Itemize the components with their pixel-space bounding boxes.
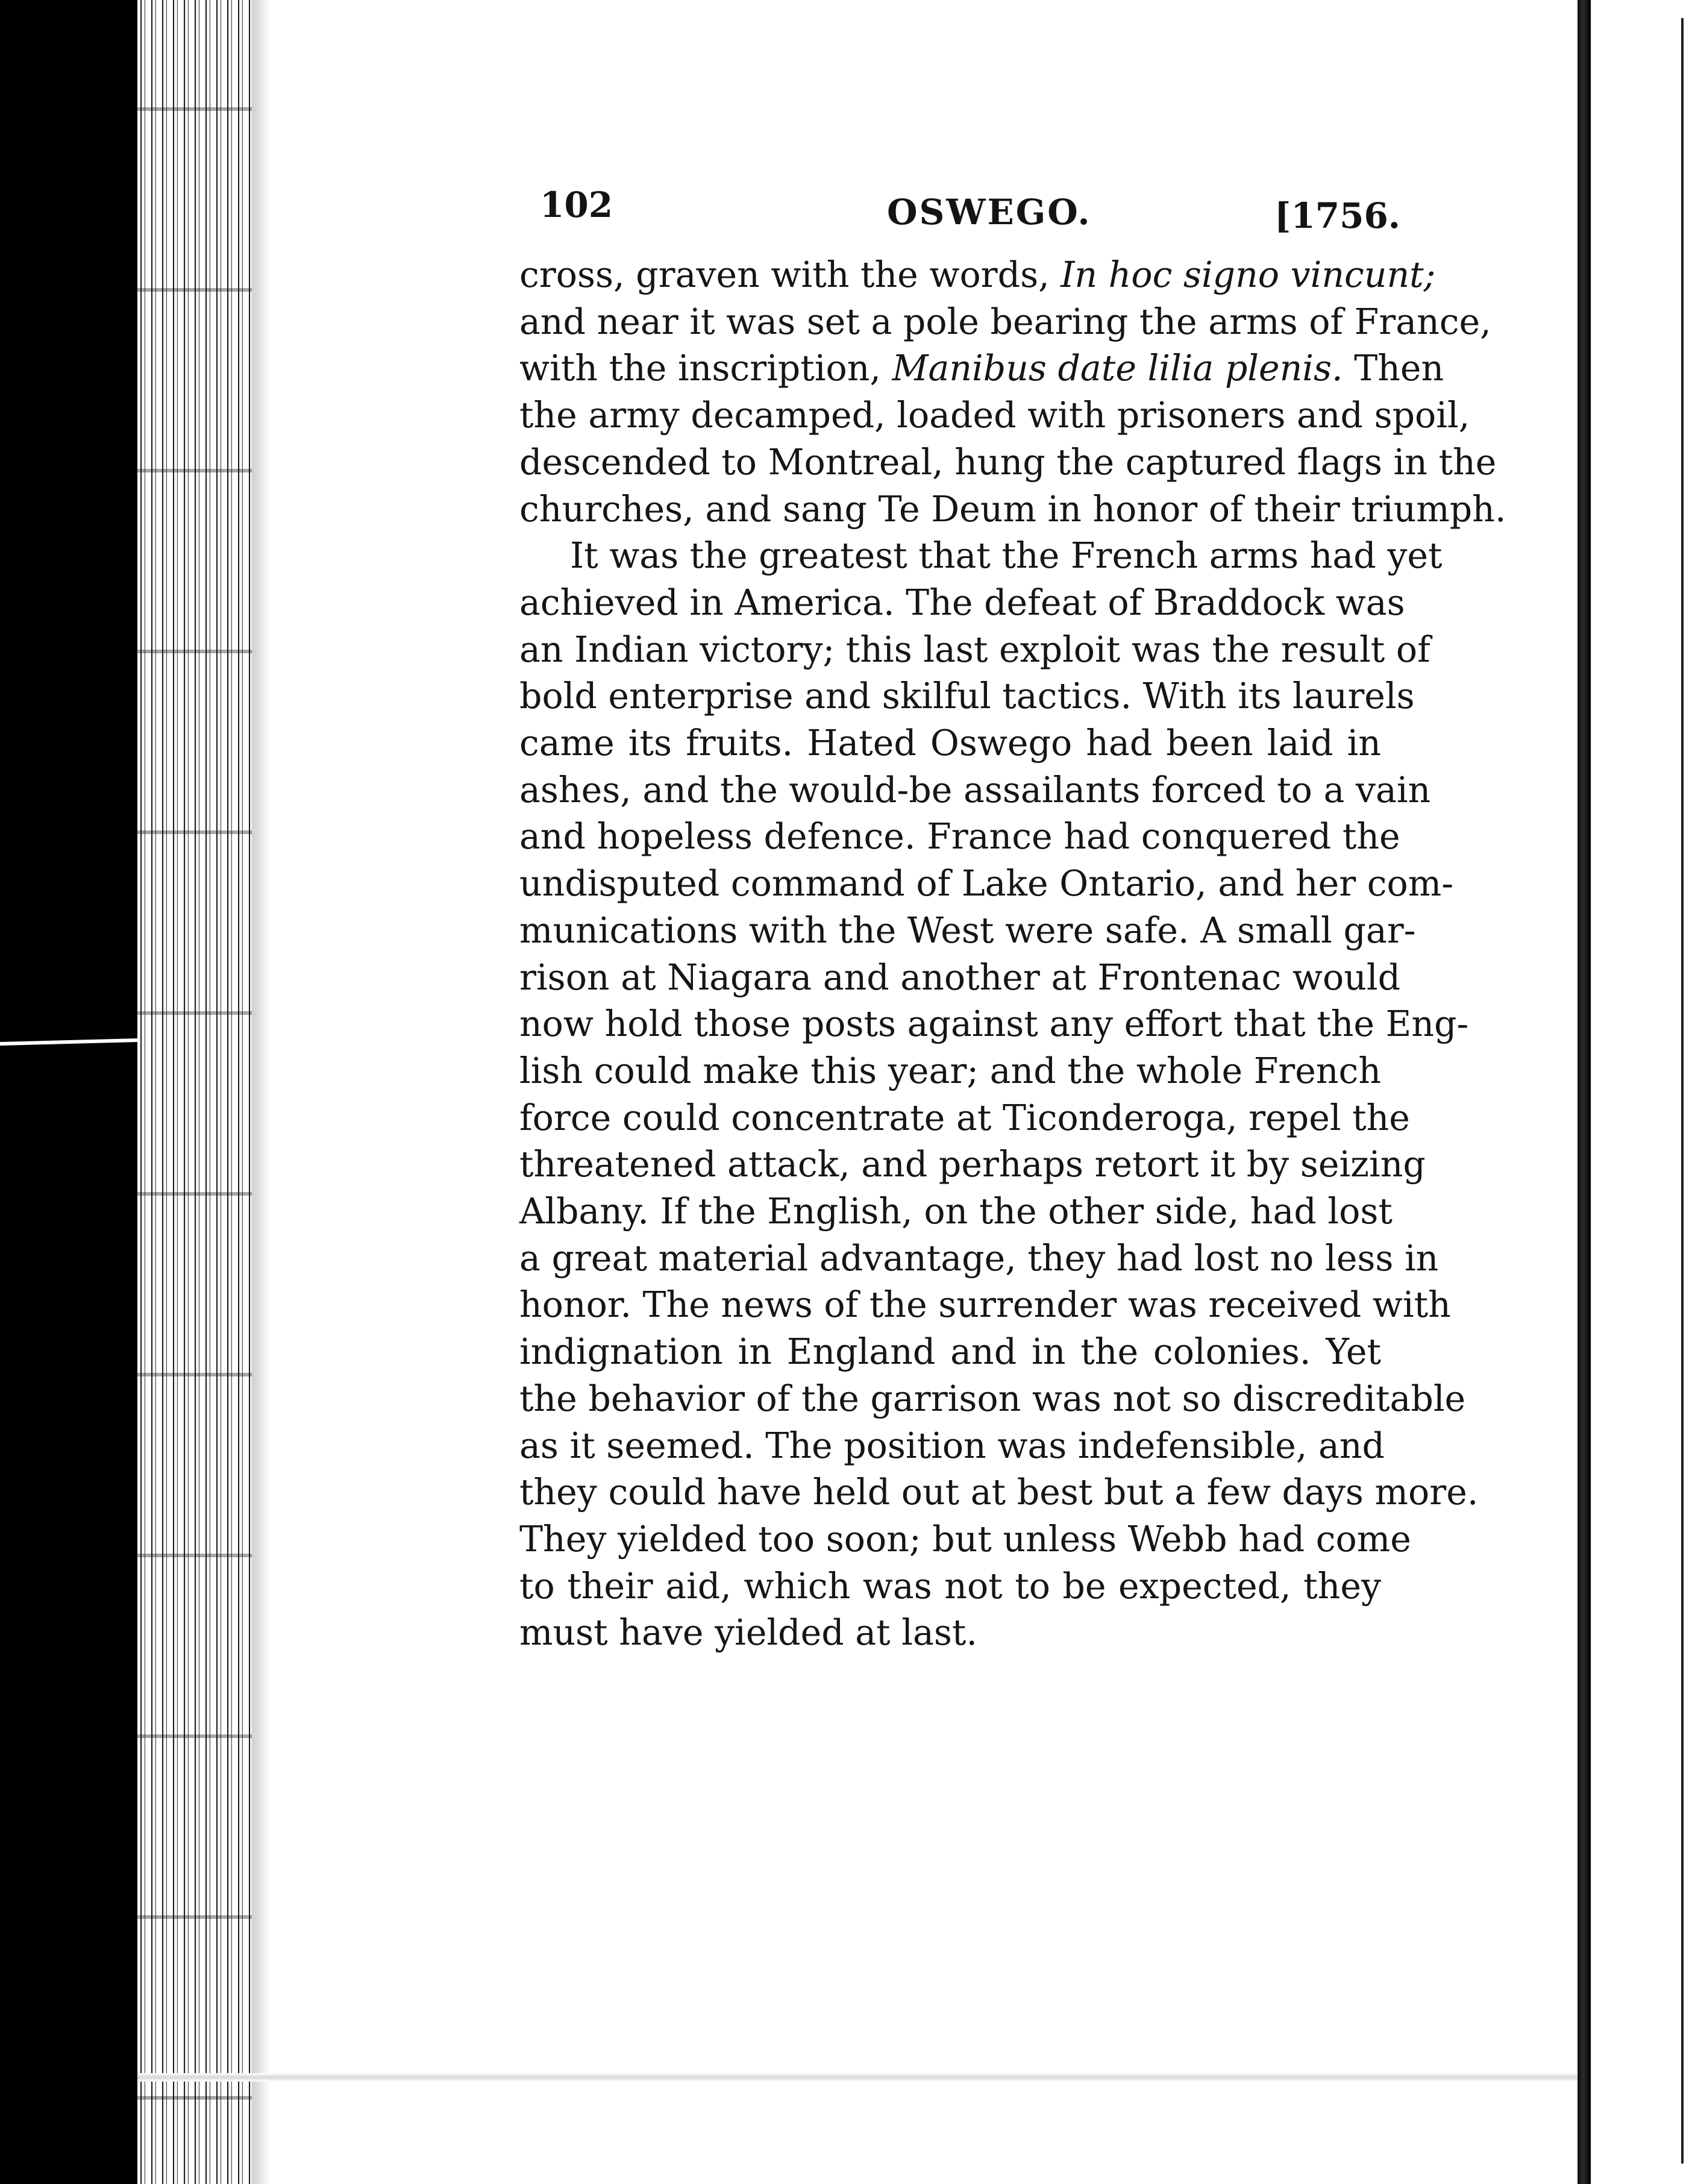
paragraph-1: [519, 252, 1506, 533]
text-line: a great material advantage, they had lost no less in: [519, 1237, 1439, 1279]
text-line: munications with the West were safe. A small gar-: [519, 909, 1416, 951]
running-title: OSWEGO.: [887, 192, 1092, 233]
latin-inscription: Manibus date lilia plenis.: [892, 348, 1343, 389]
book-spine-right: [1578, 0, 1591, 2184]
text-line: churches, and sang Te Deum in honor of their triumph.: [519, 488, 1506, 530]
text-line: It was the greatest that the French arms had yet: [570, 535, 1443, 577]
text-line: Albany. If the English, on the other side, had lost: [519, 1191, 1393, 1232]
text-line: bold enterprise and skilful tactics. With its laurels: [519, 676, 1415, 717]
text-line: as it seemed. The position was indefensible, and: [519, 1425, 1385, 1466]
text-line: cross, graven with the words, In hoc signo vincunt;: [519, 254, 1436, 295]
text-line: achieved in America. The defeat of Braddock was: [519, 582, 1405, 623]
text-line: an Indian victory; this last exploit was the result of: [519, 629, 1430, 670]
text-line: and near it was set a pole bearing the arms of France,: [519, 301, 1491, 342]
text-line: must have yielded at last.: [519, 1612, 977, 1654]
text-line: ashes, and the would-be assailants forced to a vain: [519, 769, 1431, 811]
page-number: 102: [540, 184, 613, 225]
text-line: They yielded too soon; but unless Webb had come: [519, 1518, 1411, 1560]
latin-inscription: In hoc signo vincunt;: [1061, 254, 1436, 295]
text-line: rison at Niagara and another at Frontenac would: [519, 956, 1401, 998]
text-line: the behavior of the garrison was not so discreditable: [519, 1378, 1466, 1419]
scan-left-margin: [0, 0, 137, 2184]
paragraph-2: [519, 533, 1479, 1657]
text-line: threatened attack, and perhaps retort it by seizing: [519, 1144, 1426, 1185]
gutter-shadow: [252, 0, 270, 2184]
text-line: came its fruits. Hated Oswego had been laid in: [519, 723, 1381, 764]
scan-right-edge-line: [1681, 18, 1684, 2164]
text-line: honor. The news of the surrender was received with: [519, 1284, 1451, 1326]
running-header: [535, 176, 1400, 236]
page-bottom-edge: [137, 2073, 1578, 2082]
text-line: indignation in England and in the colonies. Yet: [519, 1331, 1381, 1373]
text-line: and hopeless defence. France had conquered the: [519, 816, 1400, 858]
text-line: lish could make this year; and the whole French: [519, 1050, 1381, 1091]
year-mark: [1756.: [1274, 195, 1400, 236]
text-line: to their aid, which was not to be expected, they: [519, 1565, 1381, 1607]
scan-right-margin: [1591, 0, 1692, 2184]
book-page-edges: [137, 0, 252, 2184]
text-line: the army decamped, loaded with prisoners and spoil,: [519, 395, 1470, 436]
text-line: now hold those posts against any effort that the Eng-: [519, 1003, 1469, 1045]
text-line: with the inscription, Manibus date lilia plenis. Then: [519, 348, 1444, 389]
text-line: force could concentrate at Ticonderoga, repel the: [519, 1097, 1410, 1138]
text-line: they could have held out at best but a few days more.: [519, 1472, 1479, 1513]
body-text: [519, 252, 1506, 1657]
text-line: descended to Montreal, hung the captured flags in the: [519, 441, 1497, 483]
text-line: undisputed command of Lake Ontario, and her com-: [519, 863, 1453, 905]
